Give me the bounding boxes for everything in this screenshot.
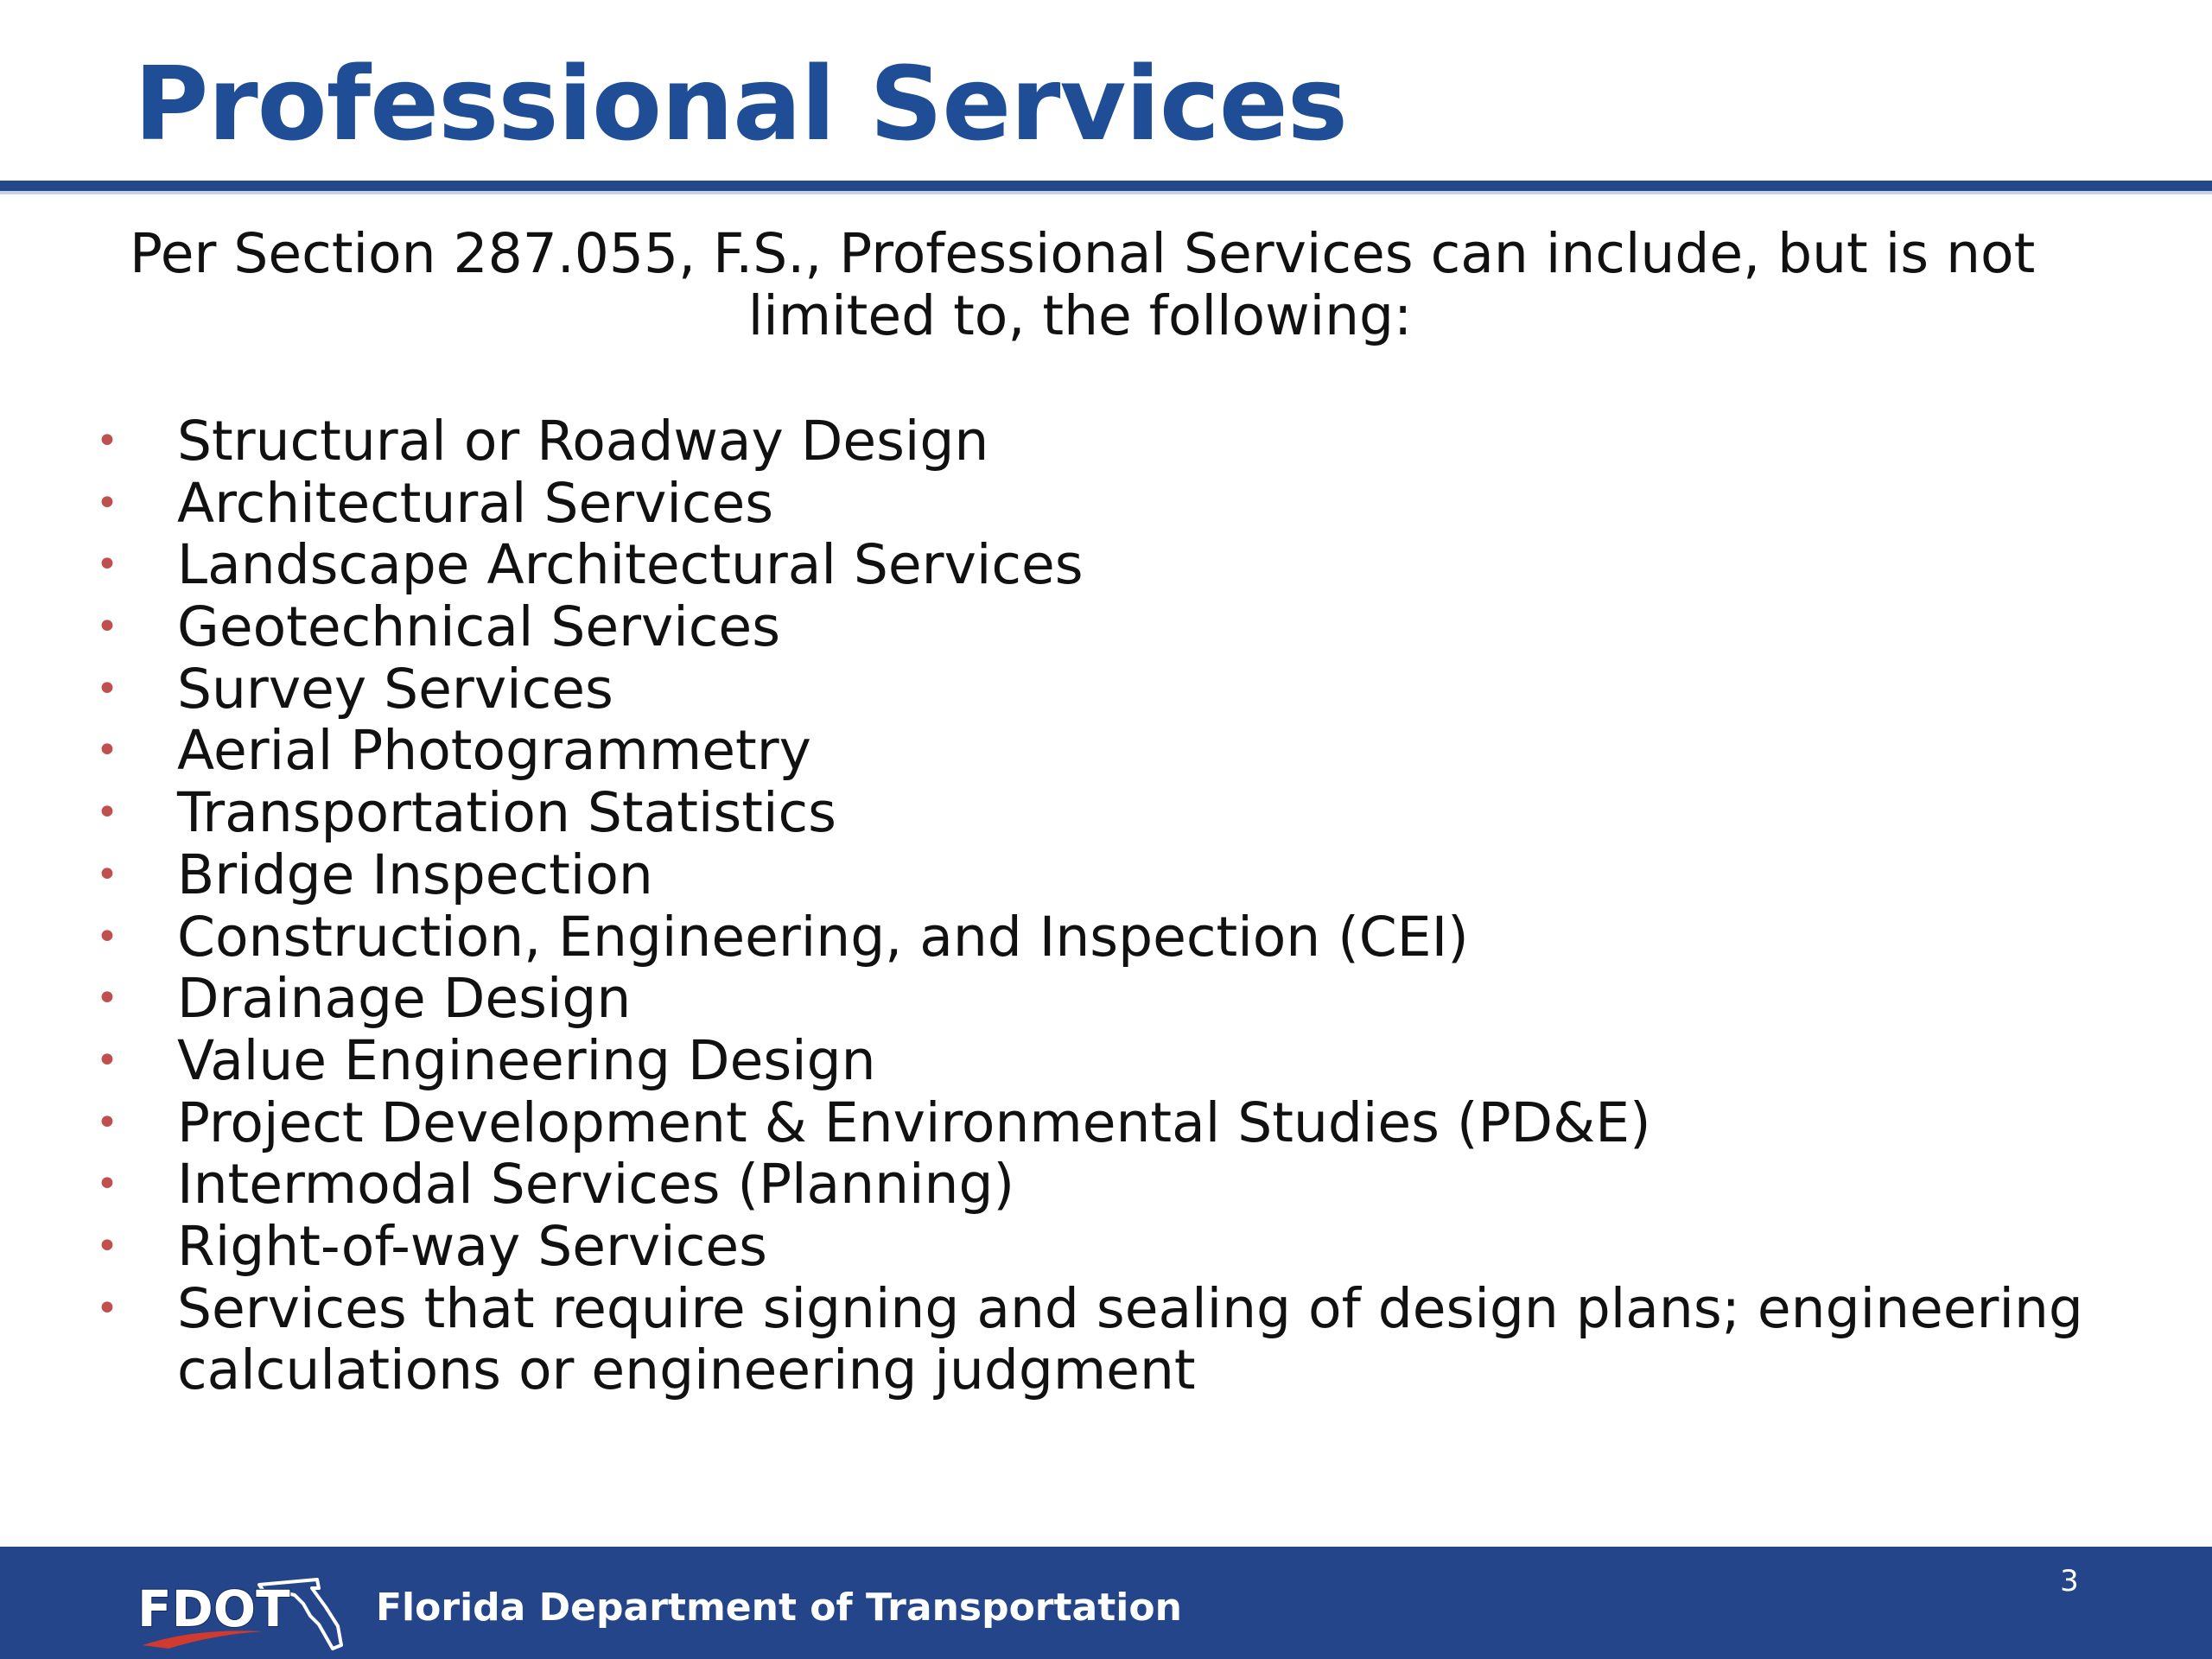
list-item: [0, 968, 2212, 1030]
list-item: [0, 1216, 2212, 1278]
list-item-text: [177, 782, 836, 844]
list-item-line: Right-of-way Services: [177, 1214, 767, 1278]
list-item: [0, 1154, 2212, 1216]
list-item-line: Aerial Photogrammetry: [177, 719, 811, 783]
bullet-icon: •: [96, 543, 118, 588]
bullet-icon: •: [96, 480, 118, 525]
list-item-line: Bridge Inspection: [177, 842, 653, 906]
list-item-text: [177, 720, 811, 782]
intro-line: Per Section 287.055, F.S., Professional Services can include, but is not: [130, 222, 2036, 285]
bullet-icon: •: [96, 1162, 118, 1207]
bullet-icon: •: [96, 1100, 118, 1145]
list-item-text: [177, 1154, 1014, 1216]
list-item-line: Drainage Design: [177, 967, 632, 1031]
list-item: [0, 1278, 2212, 1402]
list-item-text: [177, 473, 773, 535]
list-item-text: [177, 968, 631, 1030]
bullet-icon: •: [96, 914, 118, 959]
bullet-icon: •: [96, 852, 118, 897]
list-item: [0, 534, 2212, 596]
list-item-text: [177, 410, 988, 473]
list-item: [0, 906, 2212, 969]
list-item: [0, 782, 2212, 844]
list-item-text: [177, 1092, 1651, 1154]
intro-line: limited to, the following:: [747, 284, 1413, 347]
list-item-line: calculations or engineering judgment: [177, 1338, 1196, 1402]
bullet-icon: •: [96, 666, 118, 711]
intro-paragraph: [130, 222, 2036, 347]
list-item: [0, 720, 2212, 782]
bullet-icon: •: [96, 1038, 118, 1083]
list-item: [0, 658, 2212, 721]
list-item-line: Project Development & Environmental Studies (PD&E): [177, 1090, 1651, 1154]
list-item: [0, 473, 2212, 535]
bullet-icon: •: [96, 791, 118, 836]
services-list: [0, 410, 2212, 1402]
list-item: [0, 410, 2212, 473]
list-item-text: [177, 906, 1469, 969]
list-item: [0, 844, 2212, 906]
fdot-logo-text: FDOT: [137, 1580, 290, 1638]
list-item: [0, 1030, 2212, 1092]
list-item-line: Construction, Engineering, and Inspection (CEI): [177, 905, 1469, 969]
list-item-line: Geotechnical Services: [177, 595, 781, 659]
bullet-icon: •: [96, 976, 118, 1021]
agency-name: Florida Department of Transportation: [376, 1586, 1182, 1630]
list-item-line: Landscape Architectural Services: [177, 533, 1084, 597]
title-divider: [0, 181, 2212, 191]
list-item-line: Transportation Statistics: [177, 781, 836, 845]
list-item-line: Services that require signing and sealing of design plans; engineering: [177, 1276, 2083, 1340]
list-item-text: [177, 534, 1084, 596]
page-number: 3: [2060, 1564, 2079, 1599]
list-item-text: [177, 596, 780, 658]
fdot-logo: [134, 1566, 359, 1652]
list-item-line: Structural or Roadway Design: [177, 410, 989, 473]
list-item-text: [177, 1216, 767, 1278]
list-item: [0, 1092, 2212, 1154]
list-item-line: Architectural Services: [177, 471, 774, 535]
bullet-icon: •: [96, 605, 118, 650]
list-item-text: [177, 1030, 876, 1092]
bullet-icon: •: [96, 1224, 118, 1268]
list-item-line: Intermodal Services (Planning): [177, 1153, 1015, 1217]
title-divider-shadow: [0, 191, 2212, 194]
bullet-icon: •: [96, 1286, 118, 1331]
list-item-line: Value Engineering Design: [177, 1028, 876, 1092]
list-item-line: Survey Services: [177, 657, 613, 721]
list-item-text: [177, 1278, 2083, 1402]
list-item: [0, 596, 2212, 658]
bullet-icon: •: [96, 728, 118, 773]
list-item-text: [177, 844, 653, 906]
slide-title: Professional Services: [134, 44, 1348, 163]
bullet-icon: •: [96, 419, 118, 463]
list-item-text: [177, 658, 613, 721]
